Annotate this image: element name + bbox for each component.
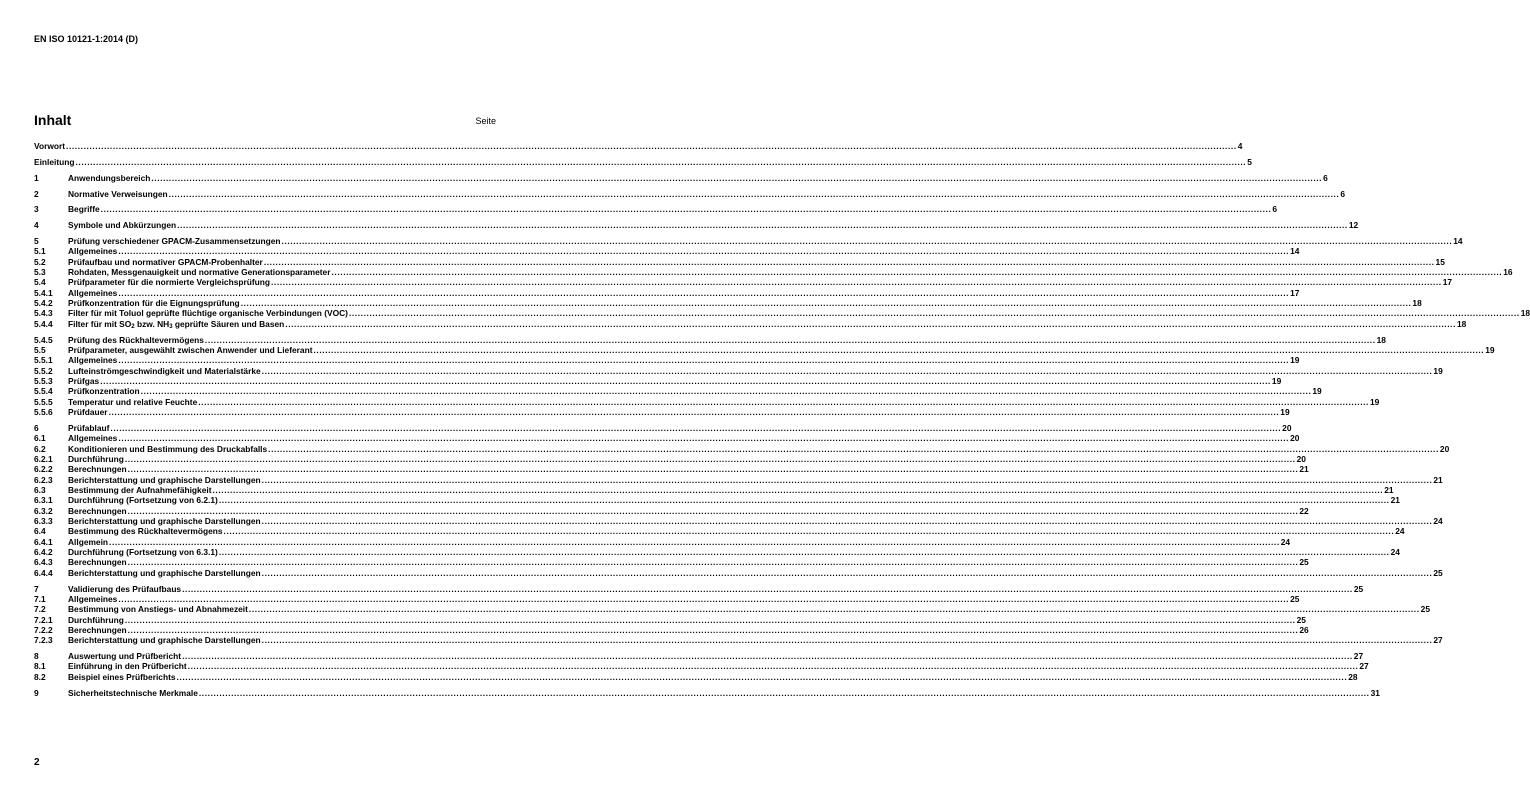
toc-entry-number: 6.3.3 — [34, 516, 53, 526]
dot-leader: ................................................................................................................................................................................................................................................................................................................................................................................................................ — [218, 495, 1390, 506]
toc-entry-number: 5.4.2 — [34, 298, 53, 309]
toc-entry-number: 7 — [34, 583, 39, 594]
page-number: 2 — [34, 757, 40, 768]
toc-entry[interactable] — [34, 443, 1450, 454]
dot-leader: ................................................................................................................................................................................................................................................................................................................................................................................................................ — [100, 376, 1271, 387]
dot-leader: ................................................................................................................................................................................................................................................................................................................................................................................................................ — [66, 141, 1237, 151]
toc-entry[interactable] — [34, 495, 1400, 506]
toc-entry-page: 19 — [1290, 355, 1300, 366]
toc-entry[interactable] — [34, 526, 1405, 537]
toc-entry-number: 6.2.3 — [34, 474, 53, 485]
dot-leader: ................................................................................................................................................................................................................................................................................................................................................................................................................ — [331, 267, 1503, 278]
dot-leader: ................................................................................................................................................................................................................................................................................................................................................................................................................ — [268, 443, 1439, 454]
toc-entry-number: 8.2 — [34, 671, 46, 682]
toc-entry-title: Berichterstattung und graphische Darstellungen — [68, 516, 261, 526]
dot-leader: ................................................................................................................................................................................................................................................................................................................................................................................................................ — [261, 567, 1433, 578]
toc-entry-page: 17 — [1442, 277, 1453, 288]
toc-entry-title: Durchführung (Fortsetzung von 6.2.1) — [68, 495, 218, 506]
dot-leader: ................................................................................................................................................................................................................................................................................................................................................................................................................ — [118, 246, 1290, 257]
toc-entry-title: Allgemeines — [68, 287, 118, 298]
toc-entry[interactable] — [34, 505, 1309, 516]
dot-leader: ................................................................................................................................................................................................................................................................................................................................................................................................................ — [198, 396, 1369, 407]
toc-entry-page: 25 — [1420, 604, 1430, 615]
toc-entry-title: Lufteinströmgeschwindigkeit und Materialstärke — [68, 365, 261, 376]
toc-entry-page: 19 — [1280, 407, 1290, 418]
toc-entry-title: Anwendungsbereich — [68, 172, 151, 183]
toc-entry-page: 25 — [1296, 614, 1306, 625]
toc-entry-title: Validierung des Prüfaufbaus — [68, 583, 182, 594]
toc-entry-page: 26 — [1299, 624, 1309, 635]
toc-entry[interactable] — [34, 267, 1513, 278]
toc-entry-page: 6 — [1340, 188, 1346, 199]
toc-entry-page: 20 — [1296, 453, 1306, 464]
dot-leader: ................................................................................................................................................................................................................................................................................................................................................................................................................ — [182, 583, 1353, 594]
dot-leader: ................................................................................................................................................................................................................................................................................................................................................................................................................ — [127, 624, 1299, 635]
dot-leader: ................................................................................................................................................................................................................................................................................................................................................................................................................ — [124, 453, 1296, 464]
toc-entry[interactable] — [34, 661, 1369, 672]
dot-leader: ................................................................................................................................................................................................................................................................................................................................................................................................................ — [118, 355, 1290, 366]
toc-entry-page: 18 — [1520, 308, 1530, 319]
toc-entry[interactable] — [34, 407, 1290, 418]
toc-entry-title: Allgemeines — [68, 355, 118, 366]
dot-leader: ................................................................................................................................................................................................................................................................................................................................................................................................................ — [100, 204, 1272, 215]
toc-entry-page: 21 — [1433, 474, 1443, 485]
toc-entry-page: 14 — [1453, 236, 1463, 247]
toc-entry-page: 17 — [1290, 287, 1300, 298]
dot-leader: ................................................................................................................................................................................................................................................................................................................................................................................................................ — [118, 433, 1290, 444]
toc-entry-number: 9 — [34, 687, 39, 698]
toc-entry-page: 14 — [1290, 246, 1300, 257]
toc-entry[interactable] — [34, 567, 1443, 578]
toc-entry-page: 24 — [1433, 516, 1443, 526]
toc-entry-number: 5 — [34, 236, 39, 247]
dot-leader: ................................................................................................................................................................................................................................................................................................................................................................................................................ — [187, 661, 1359, 672]
dot-leader: ................................................................................................................................................................................................................................................................................................................................................................................................................ — [261, 474, 1433, 485]
toc-entry-title: Temperatur und relative Feuchte — [68, 396, 198, 407]
toc-entry-title: Normative Verweisungen — [68, 188, 168, 199]
toc-entry-title: Sicherheitstechnische Merkmale — [68, 687, 198, 698]
dot-leader: ................................................................................................................................................................................................................................................................................................................................................................................................................ — [75, 156, 1247, 167]
toc-entry[interactable] — [34, 396, 1380, 407]
toc-entry-page: 18 — [1457, 318, 1467, 329]
toc-entry-page: 19 — [1312, 386, 1322, 397]
dot-leader: ................................................................................................................................................................................................................................................................................................................................................................................................................ — [285, 318, 1456, 329]
toc-entry-title — [68, 319, 285, 329]
toc-entry[interactable] — [34, 433, 1300, 444]
dot-leader: ................................................................................................................................................................................................................................................................................................................................................................................................................ — [348, 308, 1520, 319]
toc-entry-number: 6.4 — [34, 526, 46, 537]
toc-entry-title: Allgemein — [68, 536, 109, 547]
dot-leader: ................................................................................................................................................................................................................................................................................................................................................................................................................ — [218, 547, 1390, 558]
toc-entry-number: 7.2.3 — [34, 635, 53, 646]
dot-leader: ................................................................................................................................................................................................................................................................................................................................................................................................................ — [313, 345, 1485, 355]
toc-entry[interactable] — [34, 220, 1359, 231]
toc-entry-number: 2 — [34, 188, 39, 199]
table-of-contents — [34, 141, 1530, 698]
toc-entry-page: 19 — [1485, 345, 1495, 355]
dot-leader: ................................................................................................................................................................................................................................................................................................................................................................................................................ — [240, 298, 1412, 309]
toc-entry[interactable] — [34, 204, 1278, 215]
toc-entry-title-part: geprüfte Säuren und Basen — [172, 318, 285, 329]
toc-entry-page: 15 — [1435, 256, 1445, 267]
toc-entry-number: 5.4.1 — [34, 287, 53, 298]
toc-entry[interactable] — [34, 334, 1386, 345]
toc-entry-number: 5.4.3 — [34, 308, 53, 319]
toc-entry[interactable] — [34, 464, 1309, 475]
toc-entry-page: 25 — [1290, 593, 1300, 604]
toc-entry-title: Konditionieren und Bestimmung des Druckabfalls — [68, 443, 268, 454]
dot-leader: ................................................................................................................................................................................................................................................................................................................................................................................................................ — [109, 536, 1280, 547]
toc-entry-number: 7.2 — [34, 604, 46, 615]
toc-entry-page: 28 — [1348, 671, 1358, 682]
toc-entry-title: Symbole und Abkürzungen — [68, 220, 177, 231]
toc-entry[interactable] — [34, 246, 1300, 257]
toc-entry-title: Prüfkonzentration — [68, 386, 140, 397]
toc-entry-title: Prüfablauf — [68, 422, 110, 433]
toc-entry[interactable] — [34, 474, 1443, 485]
toc-entry-page: 19 — [1369, 396, 1380, 407]
toc-entry[interactable] — [34, 318, 1467, 330]
toc-entry-number: 5.3 — [34, 267, 46, 278]
toc-entry-page: 27 — [1433, 635, 1443, 646]
toc-entry-title: Rohdaten, Messgenauigkeit und normative Generationsparameter — [68, 267, 331, 278]
dot-leader: ................................................................................................................................................................................................................................................................................................................................................................................................................ — [198, 687, 1370, 698]
toc-entry-number: 6.3 — [34, 484, 46, 495]
dot-leader: ................................................................................................................................................................................................................................................................................................................................................................................................................ — [110, 422, 1282, 433]
toc-entry-title: Prüfung verschiedener GPACM-Zusammensetzungen — [68, 236, 281, 247]
toc-entry-page: 19 — [1433, 365, 1443, 376]
toc-entry[interactable] — [34, 172, 1328, 183]
toc-entry-title: Allgemeines — [68, 433, 118, 444]
toc-entry-number: 5.5.1 — [34, 355, 53, 366]
dot-leader: ................................................................................................................................................................................................................................................................................................................................................................................................................ — [261, 516, 1433, 526]
toc-entry-page: 4 — [1237, 141, 1243, 151]
toc-entry-number: 6.2.2 — [34, 464, 53, 475]
toc-entry[interactable] — [34, 308, 1530, 319]
toc-entry[interactable] — [34, 453, 1306, 464]
page-column-label: Seite — [475, 116, 496, 126]
toc-entry[interactable] — [34, 298, 1422, 309]
toc-entry-title: Prüfparameter für die normierte Vergleichsprüfung — [68, 277, 270, 288]
toc-entry[interactable] — [34, 557, 1309, 568]
dot-leader: ................................................................................................................................................................................................................................................................................................................................................................................................................ — [204, 334, 1376, 345]
dot-leader: ................................................................................................................................................................................................................................................................................................................................................................................................................ — [118, 593, 1290, 604]
toc-entry-page: 18 — [1376, 334, 1386, 345]
dot-leader: ................................................................................................................................................................................................................................................................................................................................................................................................................ — [270, 277, 1442, 288]
toc-entry-number: 6.1 — [34, 433, 46, 444]
dot-leader: ................................................................................................................................................................................................................................................................................................................................................................................................................ — [108, 407, 1280, 418]
toc-entry-title: Prüfaufbau und normativer GPACM-Probenhalter — [68, 256, 263, 267]
dot-leader: ................................................................................................................................................................................................................................................................................................................................................................................................................ — [177, 220, 1348, 231]
toc-entry-number: 4 — [34, 220, 39, 231]
toc-entry-page: 22 — [1299, 505, 1309, 516]
dot-leader: ................................................................................................................................................................................................................................................................................................................................................................................................................ — [212, 484, 1384, 495]
toc-entry-page: 27 — [1353, 651, 1364, 662]
toc-entry-title: Auswertung und Prüfbericht — [68, 651, 182, 662]
toc-entry-number: 5.4.4 — [34, 318, 53, 329]
toc-entry-page: 25 — [1433, 567, 1443, 578]
toc-entry-page: 27 — [1359, 661, 1369, 672]
toc-entry-title: Berechnungen — [68, 624, 127, 635]
toc-entry-number: 6.2.1 — [34, 453, 53, 464]
toc-entry-title: Einleitung — [34, 156, 75, 167]
toc-entry[interactable] — [34, 422, 1292, 433]
dot-leader: ................................................................................................................................................................................................................................................................................................................................................................................................................ — [124, 614, 1296, 625]
toc-entry-title: Allgemeines — [68, 593, 118, 604]
toc-entry[interactable] — [34, 287, 1300, 298]
toc-entry-page: 20 — [1439, 443, 1450, 454]
toc-entry-page: 21 — [1390, 495, 1400, 506]
toc-entry[interactable] — [34, 671, 1358, 682]
toc-entry-title: Bestimmung von Anstiegs- und Abnahmezeit — [68, 604, 248, 615]
dot-leader: ................................................................................................................................................................................................................................................................................................................................................................................................................ — [118, 287, 1290, 298]
toc-entry-title: Allgemeines — [68, 246, 118, 257]
toc-entry-title: Berichterstattung und graphische Darstellungen — [68, 567, 261, 578]
toc-entry-number: 5.5.3 — [34, 376, 53, 387]
dot-leader: ................................................................................................................................................................................................................................................................................................................................................................................................................ — [261, 365, 1433, 376]
toc-entry-page: 18 — [1412, 298, 1422, 309]
toc-entry-title: Bestimmung der Aufnahmefähigkeit — [68, 484, 212, 495]
toc-entry-page: 6 — [1323, 172, 1328, 183]
toc-entry-title: Durchführung (Fortsetzung von 6.3.1) — [68, 547, 218, 558]
dot-leader: ................................................................................................................................................................................................................................................................................................................................................................................................................ — [127, 557, 1299, 568]
toc-entry[interactable] — [34, 687, 1380, 698]
document-header: EN ISO 10121-1:2014 (D) — [34, 34, 139, 44]
toc-entry-number: 3 — [34, 204, 39, 215]
toc-entry-page: 16 — [1503, 267, 1513, 278]
toc-entry-title: Prüfkonzentration für die Eignungsprüfung — [68, 298, 240, 309]
dot-leader: ................................................................................................................................................................................................................................................................................................................................................................................................................ — [182, 651, 1353, 662]
dot-leader: ................................................................................................................................................................................................................................................................................................................................................................................................................ — [281, 236, 1453, 247]
toc-entry-number: 6 — [34, 422, 39, 433]
toc-entry-number: 5.4 — [34, 277, 46, 288]
toc-entry-title: Einführung in den Prüfbericht — [68, 661, 187, 672]
toc-entry[interactable] — [34, 651, 1364, 662]
toc-entry-number: 5.5.2 — [34, 365, 53, 376]
toc-entry-number: 6.4.4 — [34, 567, 53, 578]
toc-entry-title: Beispiel eines Prüfberichts — [68, 671, 176, 682]
dot-leader: ................................................................................................................................................................................................................................................................................................................................................................................................................ — [248, 604, 1420, 615]
toc-entry-page: 24 — [1280, 536, 1291, 547]
toc-entry-title-part: Filter für mit SO — [68, 318, 132, 329]
toc-entry-page: 25 — [1299, 557, 1309, 568]
toc-entry-number: 7.1 — [34, 593, 46, 604]
toc-entry-number: 6.3.1 — [34, 495, 53, 506]
toc-entry[interactable] — [34, 355, 1300, 366]
toc-entry-number: 8.1 — [34, 661, 46, 672]
toc-entry-title: Prüfdauer — [68, 407, 108, 418]
toc-entry-number: 6.4.3 — [34, 557, 53, 568]
toc-entry[interactable] — [34, 614, 1306, 625]
toc-entry-title: Berichterstattung und graphische Darstellungen — [68, 474, 261, 485]
toc-entry-number: 5.2 — [34, 256, 46, 267]
toc-entry-title: Vorwort — [34, 141, 66, 151]
toc-entry-title: Bestimmung des Rückhaltevermögens — [68, 526, 223, 537]
toc-entry[interactable] — [34, 547, 1400, 558]
subscript: 3 — [169, 323, 173, 330]
toc-entry-page: 24 — [1395, 526, 1405, 537]
toc-entry[interactable] — [34, 484, 1394, 495]
toc-entry-page: 24 — [1390, 547, 1400, 558]
dot-leader: ................................................................................................................................................................................................................................................................................................................................................................................................................ — [263, 256, 1435, 267]
toc-entry-title: Prüfung des Rückhaltevermögens — [68, 334, 204, 345]
toc-entry-page: 21 — [1299, 464, 1309, 475]
toc-entry-number: 6.2 — [34, 443, 46, 454]
toc-entry[interactable] — [34, 536, 1291, 547]
toc-entry[interactable] — [34, 624, 1309, 635]
toc-entry-title: Berechnungen — [68, 505, 127, 516]
subscript: 2 — [131, 323, 135, 330]
dot-leader: ................................................................................................................................................................................................................................................................................................................................................................................................................ — [127, 505, 1299, 516]
toc-entry-page: 31 — [1370, 687, 1380, 698]
toc-entry-number: 6.3.2 — [34, 505, 53, 516]
toc-entry-title-part: bzw. NH — [134, 318, 170, 329]
toc-entry[interactable] — [34, 516, 1443, 526]
dot-leader: ................................................................................................................................................................................................................................................................................................................................................................................................................ — [176, 671, 1348, 682]
toc-entry-title: Berichterstattung und graphische Darstellungen — [68, 635, 261, 646]
toc-entry-number: 5.5 — [34, 345, 46, 355]
toc-entry-page: 12 — [1348, 220, 1359, 231]
dot-leader: ................................................................................................................................................................................................................................................................................................................................................................................................................ — [127, 464, 1299, 475]
toc-entry[interactable] — [34, 277, 1453, 288]
toc-entry-number: 8 — [34, 651, 39, 662]
toc-entry-title: Filter für mit Toluol geprüfte flüchtige organische Verbindungen (VOC) — [68, 308, 348, 319]
toc-entry-title: Berechnungen — [68, 464, 127, 475]
toc-entry-page: 21 — [1384, 484, 1394, 495]
toc-entry[interactable] — [34, 593, 1300, 604]
toc-entry-number: 5.1 — [34, 246, 46, 257]
toc-entry-title: Durchführung — [68, 614, 124, 625]
toc-entry[interactable] — [34, 156, 1252, 167]
toc-entry-number: 6.4.1 — [34, 536, 53, 547]
toc-entry-page: 25 — [1353, 583, 1364, 594]
toc-entry[interactable] — [34, 583, 1364, 594]
toc-entry-title: Prüfgas — [68, 376, 100, 387]
toc-entry[interactable] — [34, 345, 1495, 355]
dot-leader: ................................................................................................................................................................................................................................................................................................................................................................................................................ — [223, 526, 1395, 537]
toc-entry[interactable] — [34, 386, 1322, 397]
toc-entry-title: Berechnungen — [68, 557, 127, 568]
dot-leader: ................................................................................................................................................................................................................................................................................................................................................................................................................ — [140, 386, 1312, 397]
dot-leader: ................................................................................................................................................................................................................................................................................................................................................................................................................ — [151, 172, 1323, 183]
toc-entry-number: 5.5.5 — [34, 396, 53, 407]
toc-entry[interactable] — [34, 376, 1282, 387]
toc-entry[interactable] — [34, 604, 1430, 615]
toc-entry-number: 5.5.6 — [34, 407, 53, 418]
toc-entry-page: 5 — [1247, 156, 1252, 167]
toc-entry[interactable] — [34, 236, 1463, 247]
toc-entry-number: 1 — [34, 172, 39, 183]
toc-entry-title: Prüfparameter, ausgewählt zwischen Anwender und Lieferant — [68, 345, 313, 355]
toc-entry-title: Durchführung — [68, 453, 124, 464]
toc-entry-page: 20 — [1282, 422, 1292, 433]
toc-entry-page: 20 — [1290, 433, 1300, 444]
toc-entry[interactable] — [34, 635, 1443, 646]
toc-entry-page: 6 — [1272, 204, 1278, 215]
page-title: Inhalt — [34, 112, 72, 128]
toc-entry-page: 19 — [1271, 376, 1282, 387]
toc-entry-title: Begriffe — [68, 204, 100, 215]
toc-entry-number: 5.4.5 — [34, 334, 53, 345]
toc-entry[interactable] — [34, 256, 1445, 267]
toc-entry[interactable] — [34, 365, 1443, 376]
toc-entry-number: 7.2.1 — [34, 614, 53, 625]
toc-entry-number: 5.5.4 — [34, 386, 53, 397]
toc-entry-number: 6.4.2 — [34, 547, 53, 558]
dot-leader: ................................................................................................................................................................................................................................................................................................................................................................................................................ — [168, 188, 1340, 199]
toc-entry-number: 7.2.2 — [34, 624, 53, 635]
toc-entry[interactable] — [34, 188, 1346, 199]
toc-entry[interactable] — [34, 141, 1243, 151]
dot-leader: ................................................................................................................................................................................................................................................................................................................................................................................................................ — [261, 635, 1433, 646]
